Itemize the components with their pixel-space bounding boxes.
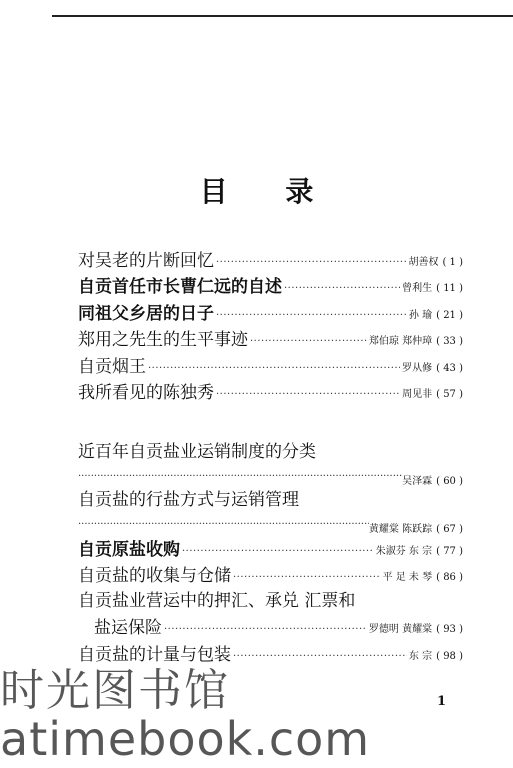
- entry-page: ( 86 ): [436, 572, 463, 583]
- table-of-contents: [78, 246, 463, 667]
- entry-page: ( 77 ): [436, 545, 463, 557]
- toc-entry[interactable]: [78, 273, 463, 300]
- leader-dots: [216, 306, 407, 326]
- leader-dots: [164, 620, 367, 640]
- entry-page: ( 21 ): [436, 309, 463, 321]
- toc-entry[interactable]: [78, 246, 463, 273]
- entry-page: ( 43 ): [436, 362, 463, 374]
- entry-title: 自贡原盐收购: [78, 539, 180, 560]
- toc-entry[interactable]: [78, 588, 463, 640]
- toc-entry[interactable]: [78, 562, 463, 589]
- section-gap: [78, 405, 463, 439]
- entry-title-continued: 盐运保险: [94, 618, 162, 638]
- entry-title: 自贡盐的行盐方式与运销管理: [78, 490, 299, 510]
- leader-dots: [148, 359, 400, 379]
- toc-entry[interactable]: [78, 352, 463, 379]
- leader-dots: [78, 467, 402, 487]
- entry-author: 罗从修: [402, 362, 433, 374]
- entry-author: 吴泽霖: [402, 476, 433, 487]
- leader-dots: [284, 279, 400, 299]
- entry-page: ( 11 ): [436, 283, 463, 294]
- leader-dots: [216, 253, 406, 273]
- leader-dots: [78, 515, 369, 535]
- entry-author: 周见非: [402, 389, 433, 400]
- entry-author: 东 宗: [408, 650, 433, 662]
- leader-dots: [216, 385, 400, 405]
- leader-dots: [182, 542, 374, 562]
- toc-group-salt-trade: [78, 439, 463, 535]
- entry-title: 对吴老的片断回忆: [78, 250, 214, 271]
- entry-title: 自贡烟王: [78, 356, 146, 377]
- entry-author: 朱淑芬 东 宗: [375, 545, 433, 557]
- watermark-chinese: 时光图书馆: [0, 665, 230, 716]
- toc-group-memoirs: [78, 246, 463, 405]
- entry-author: 黄耀棠 陈跃踪: [368, 524, 433, 535]
- entry-title: 我所看见的陈独秀: [78, 383, 214, 403]
- entry-title: 自贡盐的收集与仓储: [78, 566, 231, 586]
- entry-author: 郑伯琼 郑仲璋: [368, 336, 433, 347]
- entry-title: 同祖父乡居的日子: [78, 303, 214, 324]
- toc-entry[interactable]: [78, 326, 463, 353]
- entry-author: 罗德明 黄耀棠: [368, 624, 433, 635]
- entry-title: 近百年自贡盐业运销制度的分类: [78, 442, 316, 462]
- watermark-url: atimebook.com: [0, 712, 371, 766]
- toc-group-salt-purchase: [78, 535, 463, 588]
- entry-author: 孙 瑜: [408, 309, 433, 321]
- entry-author: 曾利生: [402, 283, 433, 294]
- entry-page: ( 1 ): [442, 256, 463, 268]
- top-rule: [52, 15, 513, 17]
- entry-author: 平 足 未 琴: [382, 572, 433, 583]
- toc-entry[interactable]: [78, 535, 463, 562]
- toc-entry[interactable]: [78, 379, 463, 406]
- page-title: 目 录: [199, 175, 338, 208]
- toc-entry[interactable]: [78, 439, 463, 487]
- entry-title: 自贡盐业营运中的押汇、承兑 汇票和: [78, 591, 356, 611]
- entry-page: ( 57 ): [436, 389, 463, 400]
- toc-entry[interactable]: [78, 299, 463, 326]
- entry-page: ( 98 ): [436, 650, 463, 662]
- entry-page: ( 67 ): [436, 524, 463, 535]
- entry-page: ( 60 ): [436, 476, 463, 487]
- entry-page: ( 93 ): [436, 624, 463, 635]
- entry-author: 胡善权: [408, 256, 439, 268]
- entry-page: ( 33 ): [436, 336, 463, 347]
- entry-title: 郑用之先生的生平事迹: [78, 330, 248, 350]
- page-number: 1: [437, 694, 447, 709]
- leader-dots: [250, 332, 367, 352]
- entry-title: 自贡盐的计量与包装: [78, 644, 231, 665]
- leader-dots: [233, 568, 381, 588]
- toc-entry[interactable]: [78, 487, 463, 535]
- entry-title: 自贡首任市长曹仁远的自述: [78, 277, 282, 297]
